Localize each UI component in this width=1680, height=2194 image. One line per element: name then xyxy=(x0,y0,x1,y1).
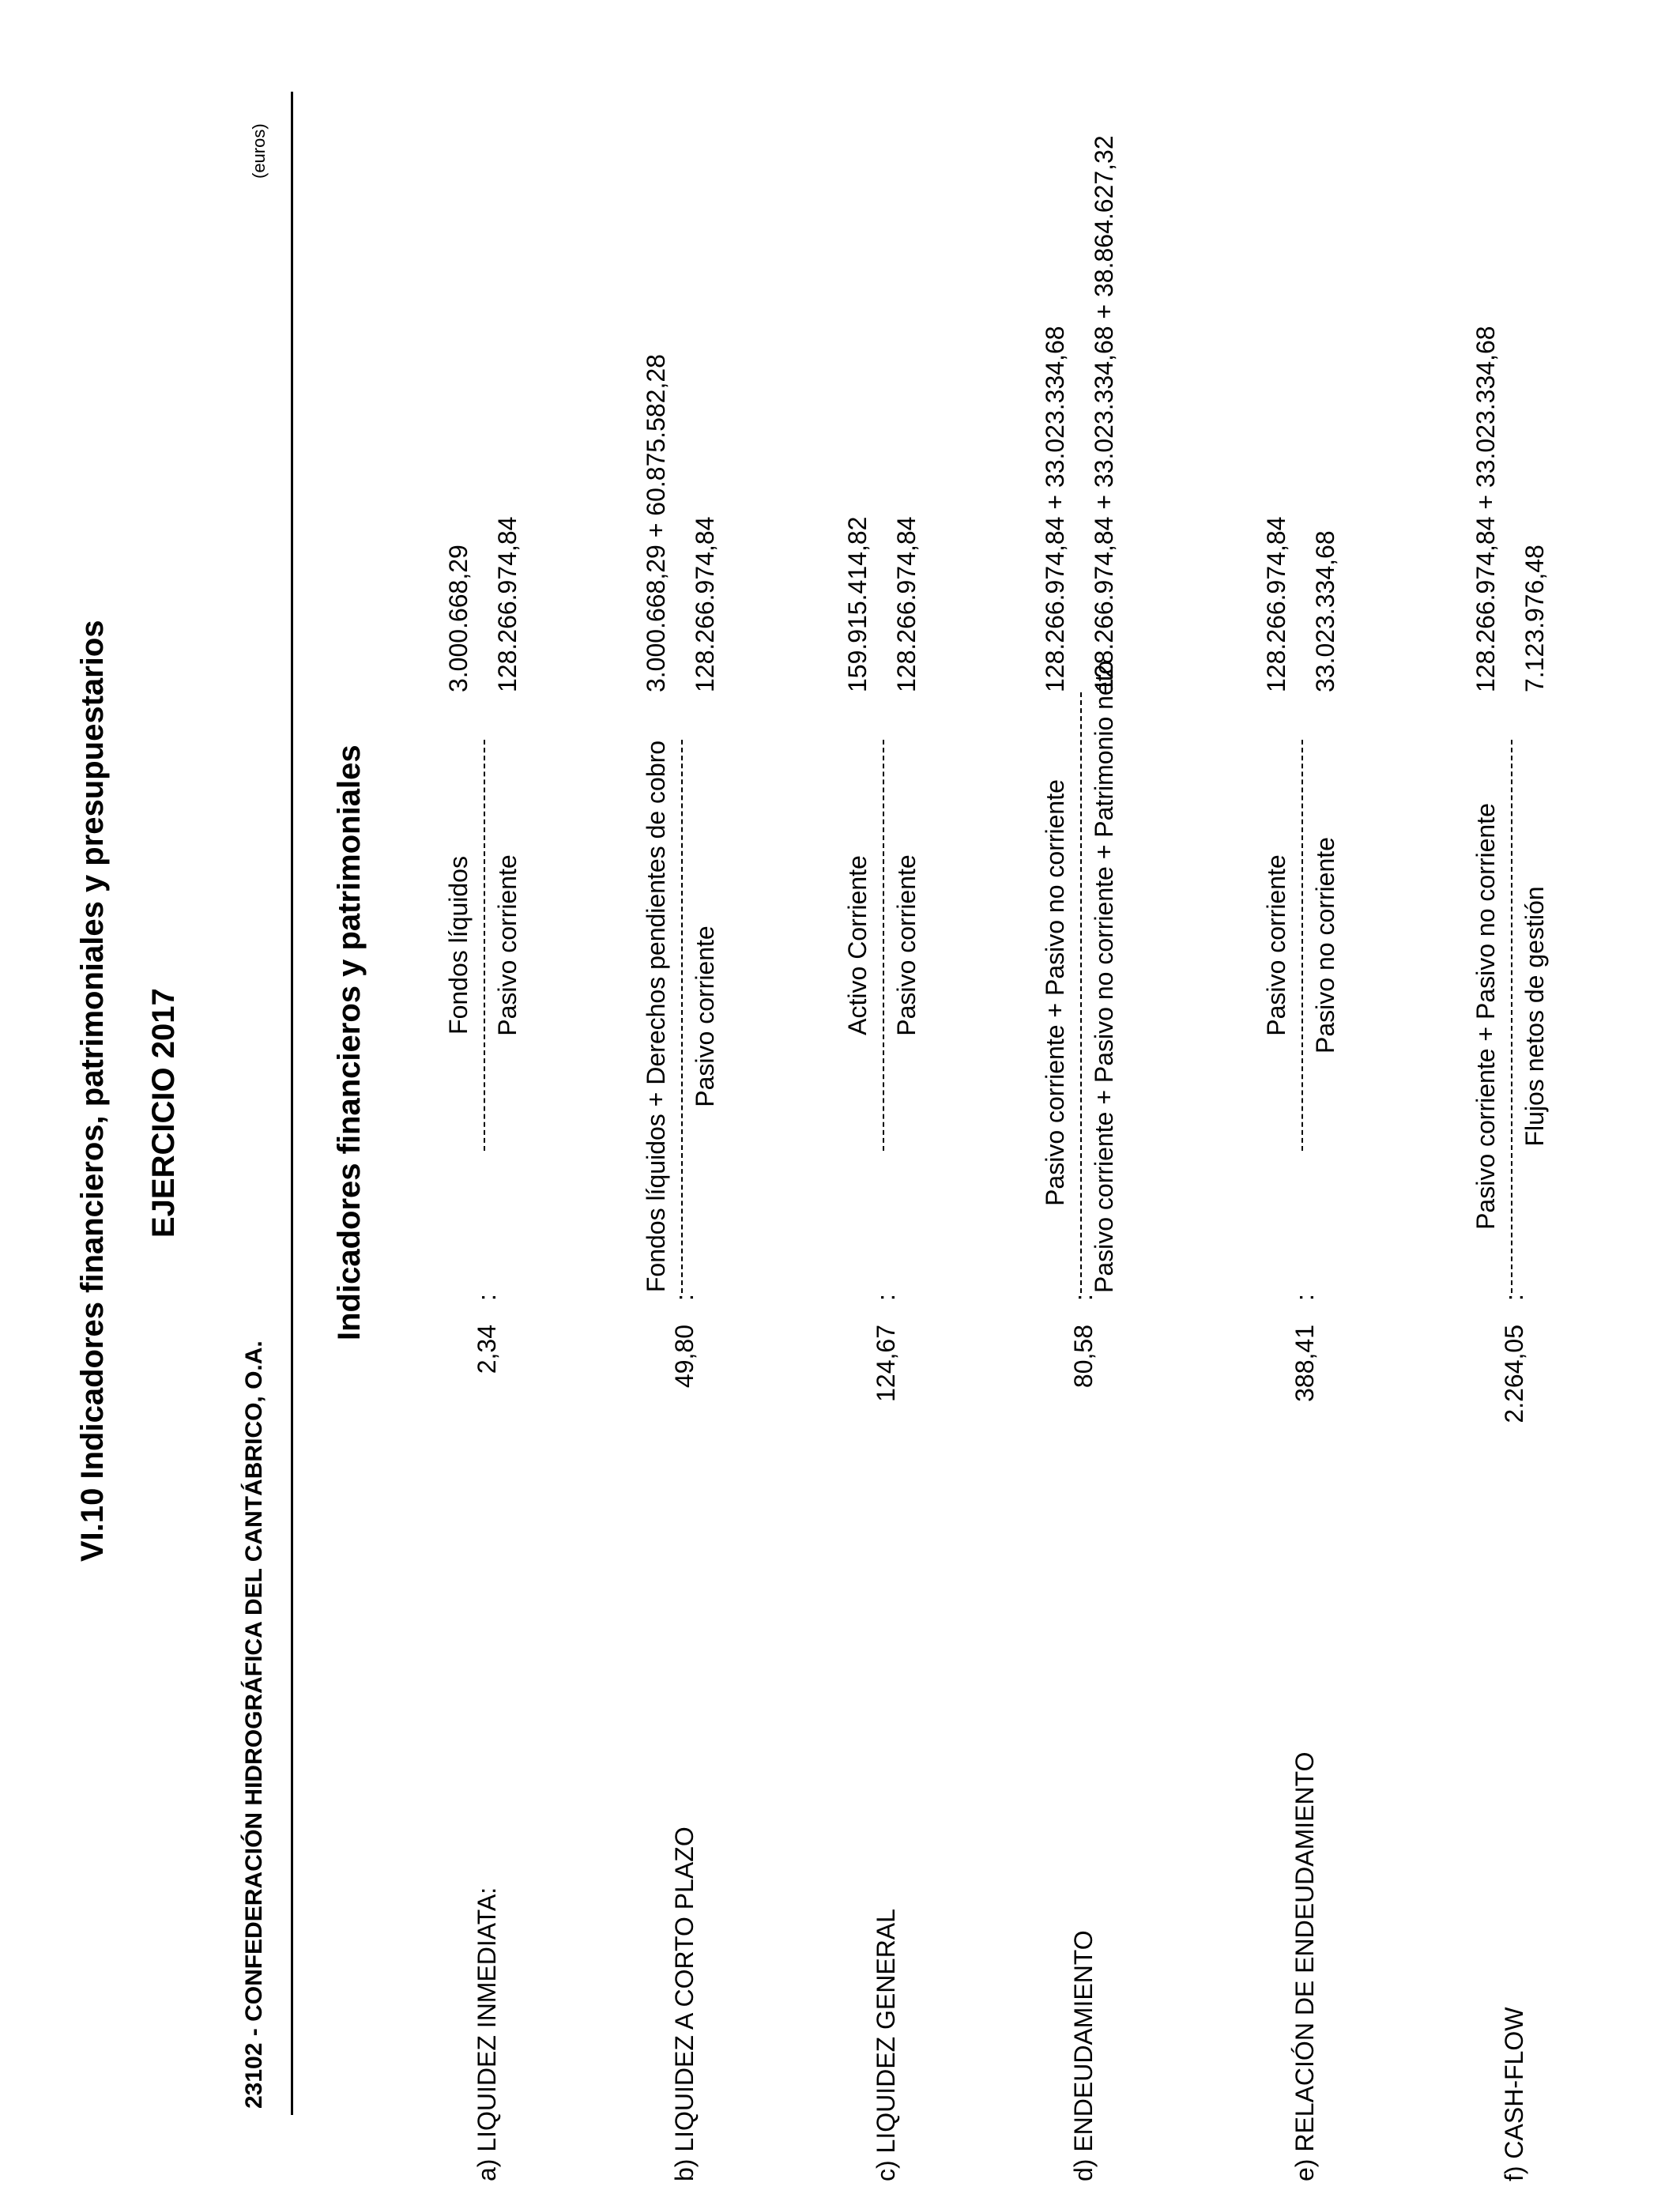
indicator-colon: : xyxy=(473,1294,501,1301)
denominator-text: Pasivo corriente xyxy=(493,854,522,1036)
indicator-row xyxy=(1471,0,1573,2194)
fraction-line xyxy=(1301,740,1303,1151)
numerator-values: 3.000.668,29 xyxy=(444,545,473,692)
indicator-value: 49,80 xyxy=(670,1325,699,1389)
numerator-values: 128.266.974,84 + 33.023.334,68 xyxy=(1471,326,1500,692)
numerator-text: Fondos líquidos + Derechos pendientes de cobro xyxy=(642,740,670,1293)
indicator-value: 2,34 xyxy=(473,1325,501,1374)
denominator-values: 33.023.334,68 xyxy=(1311,530,1339,692)
fraction-line xyxy=(1511,740,1512,1293)
page-title: VI.10 Indicadores financieros, patrimoniales y presupuestarios xyxy=(75,620,110,1562)
fraction-line xyxy=(1080,692,1082,1293)
indicator-label: c) LIQUIDEZ GENERAL xyxy=(872,1909,900,2181)
indicator-colon: : xyxy=(670,1294,699,1301)
indicator-value: 2.264,05 xyxy=(1500,1325,1528,1423)
denominator-text: Flujos netos de gestión xyxy=(1520,886,1549,1147)
indicator-colon: : xyxy=(1290,1294,1319,1301)
indicator-label: f) CASH-FLOW xyxy=(1500,2007,1528,2181)
indicator-row xyxy=(1262,0,1363,2194)
denominator-text: Pasivo corriente + Pasivo no corriente + Patrimonio neto xyxy=(1090,660,1118,1293)
numerator-text: Fondos líquidos xyxy=(444,856,473,1035)
denominator-values: 128.266.974,84 + 33.023.334,68 + 38.864.627,32 xyxy=(1090,135,1118,692)
indicator-value: 80,58 xyxy=(1069,1325,1098,1389)
numerator-values: 159.915.414,82 xyxy=(843,516,872,692)
fraction-line xyxy=(883,740,884,1151)
indicator-label: b) LIQUIDEZ A CORTO PLAZO xyxy=(670,1826,699,2181)
denominator-text: Pasivo corriente xyxy=(691,925,719,1107)
numerator-text: Pasivo corriente + Pasivo no corriente xyxy=(1471,803,1500,1230)
denominator-text: Pasivo corriente xyxy=(892,854,921,1036)
entity-name: 23102 - CONFEDERACIÓN HIDROGRÁFICA DEL CANTÁBRICO, O.A. xyxy=(241,1340,267,2109)
numerator-values: 3.000.668,29 + 60.875.582,28 xyxy=(642,354,670,692)
indicator-colon: : xyxy=(872,1294,900,1301)
indicator-label: d) ENDEUDAMIENTO xyxy=(1069,1930,1098,2181)
indicator-row xyxy=(444,0,545,2194)
indicator-colon: : xyxy=(1069,1294,1098,1301)
fraction-line xyxy=(484,740,485,1151)
numerator-text: Activo Corriente xyxy=(843,855,872,1035)
numerator-text: Pasivo corriente xyxy=(1262,854,1290,1036)
fraction-line xyxy=(681,740,683,1293)
numerator-values: 128.266.974,84 + 33.023.334,68 xyxy=(1041,326,1069,692)
denominator-values: 128.266.974,84 xyxy=(892,516,921,692)
indicator-row xyxy=(1041,0,1142,2194)
indicator-label: a) LIQUIDEZ INMEDIATA: xyxy=(473,1887,501,2181)
indicator-row xyxy=(843,0,944,2194)
numerator-text: Pasivo corriente + Pasivo no corriente xyxy=(1041,779,1069,1206)
indicator-colon: : xyxy=(1500,1294,1528,1301)
currency-units: (euros) xyxy=(249,123,269,179)
indicator-label: e) RELACIÓN DE ENDEUDAMIENTO xyxy=(1290,1751,1319,2181)
indicator-value: 124,67 xyxy=(872,1325,900,1402)
indicator-row xyxy=(642,0,743,2194)
indicator-value: 388,41 xyxy=(1290,1325,1319,1402)
exercise-year: EJERCICIO 2017 xyxy=(146,988,181,1238)
section-title: Indicadores financieros y patrimoniales xyxy=(332,745,367,1340)
denominator-values: 128.266.974,84 xyxy=(691,516,719,692)
denominator-text: Pasivo no corriente xyxy=(1311,837,1339,1054)
numerator-values: 128.266.974,84 xyxy=(1262,516,1290,692)
denominator-values: 7.123.976,48 xyxy=(1520,545,1549,692)
denominator-values: 128.266.974,84 xyxy=(493,516,522,692)
top-rule xyxy=(291,92,293,2115)
